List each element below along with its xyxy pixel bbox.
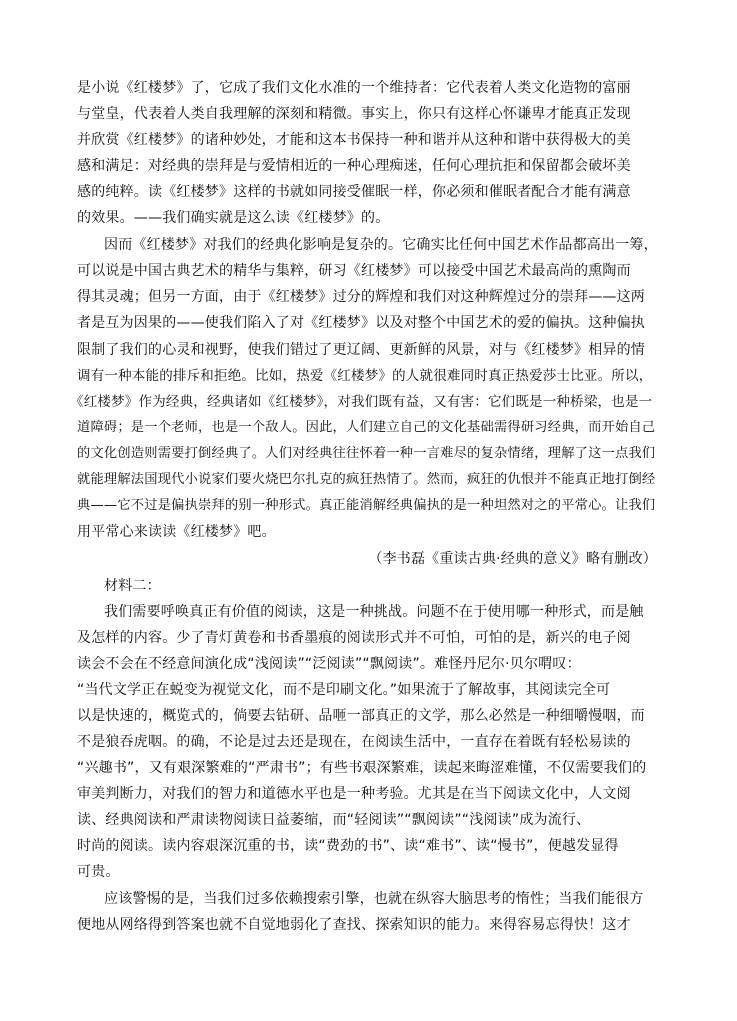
paragraph-3-line-9: 读、经典阅读和严肃读物阅读日益萎缩，而“轻阅读”“飘阅读”“浅阅读”成为流行、 <box>77 812 591 828</box>
paragraph-2-line-6: 调有一种本能的排斥和拒绝。比如，热爱《红楼梦》的人就很难同时真正热爱莎士比亚。所以， <box>77 368 653 384</box>
paragraph-2-line-9: 的文化创造则需要打倒经典了。人们对经典往往怀着一种一言难尽的复杂情绪，理解了这一点我们 <box>77 446 656 461</box>
material-2-heading: 材料二： <box>104 578 161 594</box>
paragraph-2-line-10: 就能理解法国现代小说家们要火烧巴尔扎克的疯狂热情了。然而，疯狂的仇恨并不能真正地打倒经 <box>77 472 656 487</box>
paragraph-2-line-4: 者是互为因果的——使我们陷入了对《红楼梦》以及对整个中国艺术的爱的偏执。这种偏执 <box>77 315 645 331</box>
paragraph-3-line-8: 审美判断力，对我们的智力和道德水平也是一种考验。尤其是在当下阅读文化中，人文阅 <box>77 786 631 802</box>
paragraph-2-line-8: 道障碍；是一个老师，也是一个敌人。因此，人们建立自己的文化基础需得研习经典，而开始自己 <box>77 420 656 435</box>
paragraph-2-line-12: 用平常心来读读《红楼梦》吧。 <box>77 524 276 540</box>
paragraph-3-line-5: 以是快速的，概览式的，倘要去钻研、品咂一部真正的文学，那么必然是一种细嚼慢咽，而 <box>77 708 645 724</box>
paragraph-1-line-6: 的效果。——我们确实就是这么读《红楼梦》的。 <box>77 210 390 226</box>
paragraph-4-line-1: 应该警惕的是，当我们过多依赖搜索引擎，也就在纵容大脑思考的惰性；当我们能很方 <box>104 891 644 907</box>
paragraph-3-line-11: 可贵。 <box>77 864 120 880</box>
paragraph-3-line-2: 及怎样的内容。少了青灯黄卷和书香墨痕的阅读形式并不可怕，可怕的是，新兴的电子阅 <box>77 630 631 646</box>
paragraph-1-line-3: 并欣赏《红楼梦》的诸种妙处，才能和这本书保持一种和谐并从这种和谐中获得极大的美 <box>77 132 631 148</box>
paragraph-2-line-7: 《红楼梦》作为经典，经典诸如《红楼梦》，对我们既有益，又有害：它们既是一种桥梁，也是一 <box>70 394 653 410</box>
paragraph-3-line-7: “兴趣书”，又有艰深繁难的“严肃书”；有些书艰深繁难，读起来晦涩难懂，不仅需要我们的 <box>77 760 647 776</box>
paragraph-3-line-10: 时尚的阅读。读内容艰深沉重的书，读“费劲的书”、读“难书”、读“慢书”，便越发显得 <box>77 838 619 854</box>
paragraph-2-line-11: 典——它不过是偏执崇拜的别一种形式。真正能消解经典偏执的是一种坦然对之的平常心。让我们 <box>77 498 656 513</box>
paragraph-2-line-3: 得其灵魂；但另一方面，由于《红楼梦》过分的辉煌和我们对这种辉煌过分的崇拜——这两 <box>77 289 645 305</box>
paragraph-2-line-2: 可以说是中国古典艺术的精华与集粹，研习《红楼梦》可以接受中国艺术最高尚的熏陶而 <box>77 263 631 279</box>
citation: （李书磊《重读古典·经典的意义》略有删改） <box>368 551 657 567</box>
paragraph-3-line-6: 不是狼吞虎咽。的确，不论是过去还是现在，在阅读生活中，一直存在着既有轻松易读的 <box>77 734 631 750</box>
paragraph-2-line-5: 限制了我们的心灵和视野，使我们错过了更辽阔、更新鲜的风景，对与《红楼梦》相异的情 <box>77 342 645 358</box>
paragraph-3-line-4: “当代文学正在蜕变为视觉文化，而不是印刷文化。”如果流于了解故事，其阅读完全可 <box>77 682 611 698</box>
paragraph-3-line-3: 读会不会在不经意间演化成“浅阅读”“泛阅读”“飘阅读”。难怪丹尼尔·贝尔喟叹： <box>77 656 581 672</box>
paragraph-3-line-1: 我们需要呼唤真正有价值的阅读，这是一种挑战。问题不在于使用哪一种形式，而是触 <box>104 604 644 620</box>
paragraph-2-line-1: 因而《红楼梦》对我们的经典化影响是复杂的。它确实比任何中国艺术作品都高出一筹， <box>104 237 658 253</box>
paragraph-1-line-4: 感和满足：对经典的崇拜是与爱情相近的一种心理痴迷，任何心理抗拒和保留都会破坏美 <box>77 158 631 174</box>
paragraph-4-line-2: 便地从网络得到答案也就不自觉地弱化了查找、探索知识的能力。来得容易忘得快！这才 <box>77 917 631 933</box>
paragraph-1-line-1: 是小说《红楼梦》了，它成了我们文化水准的一个维持者：它代表着人类文化造物的富丽 <box>77 80 631 96</box>
paragraph-1-line-5: 感的纯粹。读《红楼梦》这样的书就如同接受催眠一样，你必须和催眠者配合才能有满意 <box>77 184 631 200</box>
paragraph-1-line-2: 与堂皇，代表着人类自我理解的深刻和精微。事实上，你只有这样心怀谦卑才能真正发现 <box>77 106 631 122</box>
